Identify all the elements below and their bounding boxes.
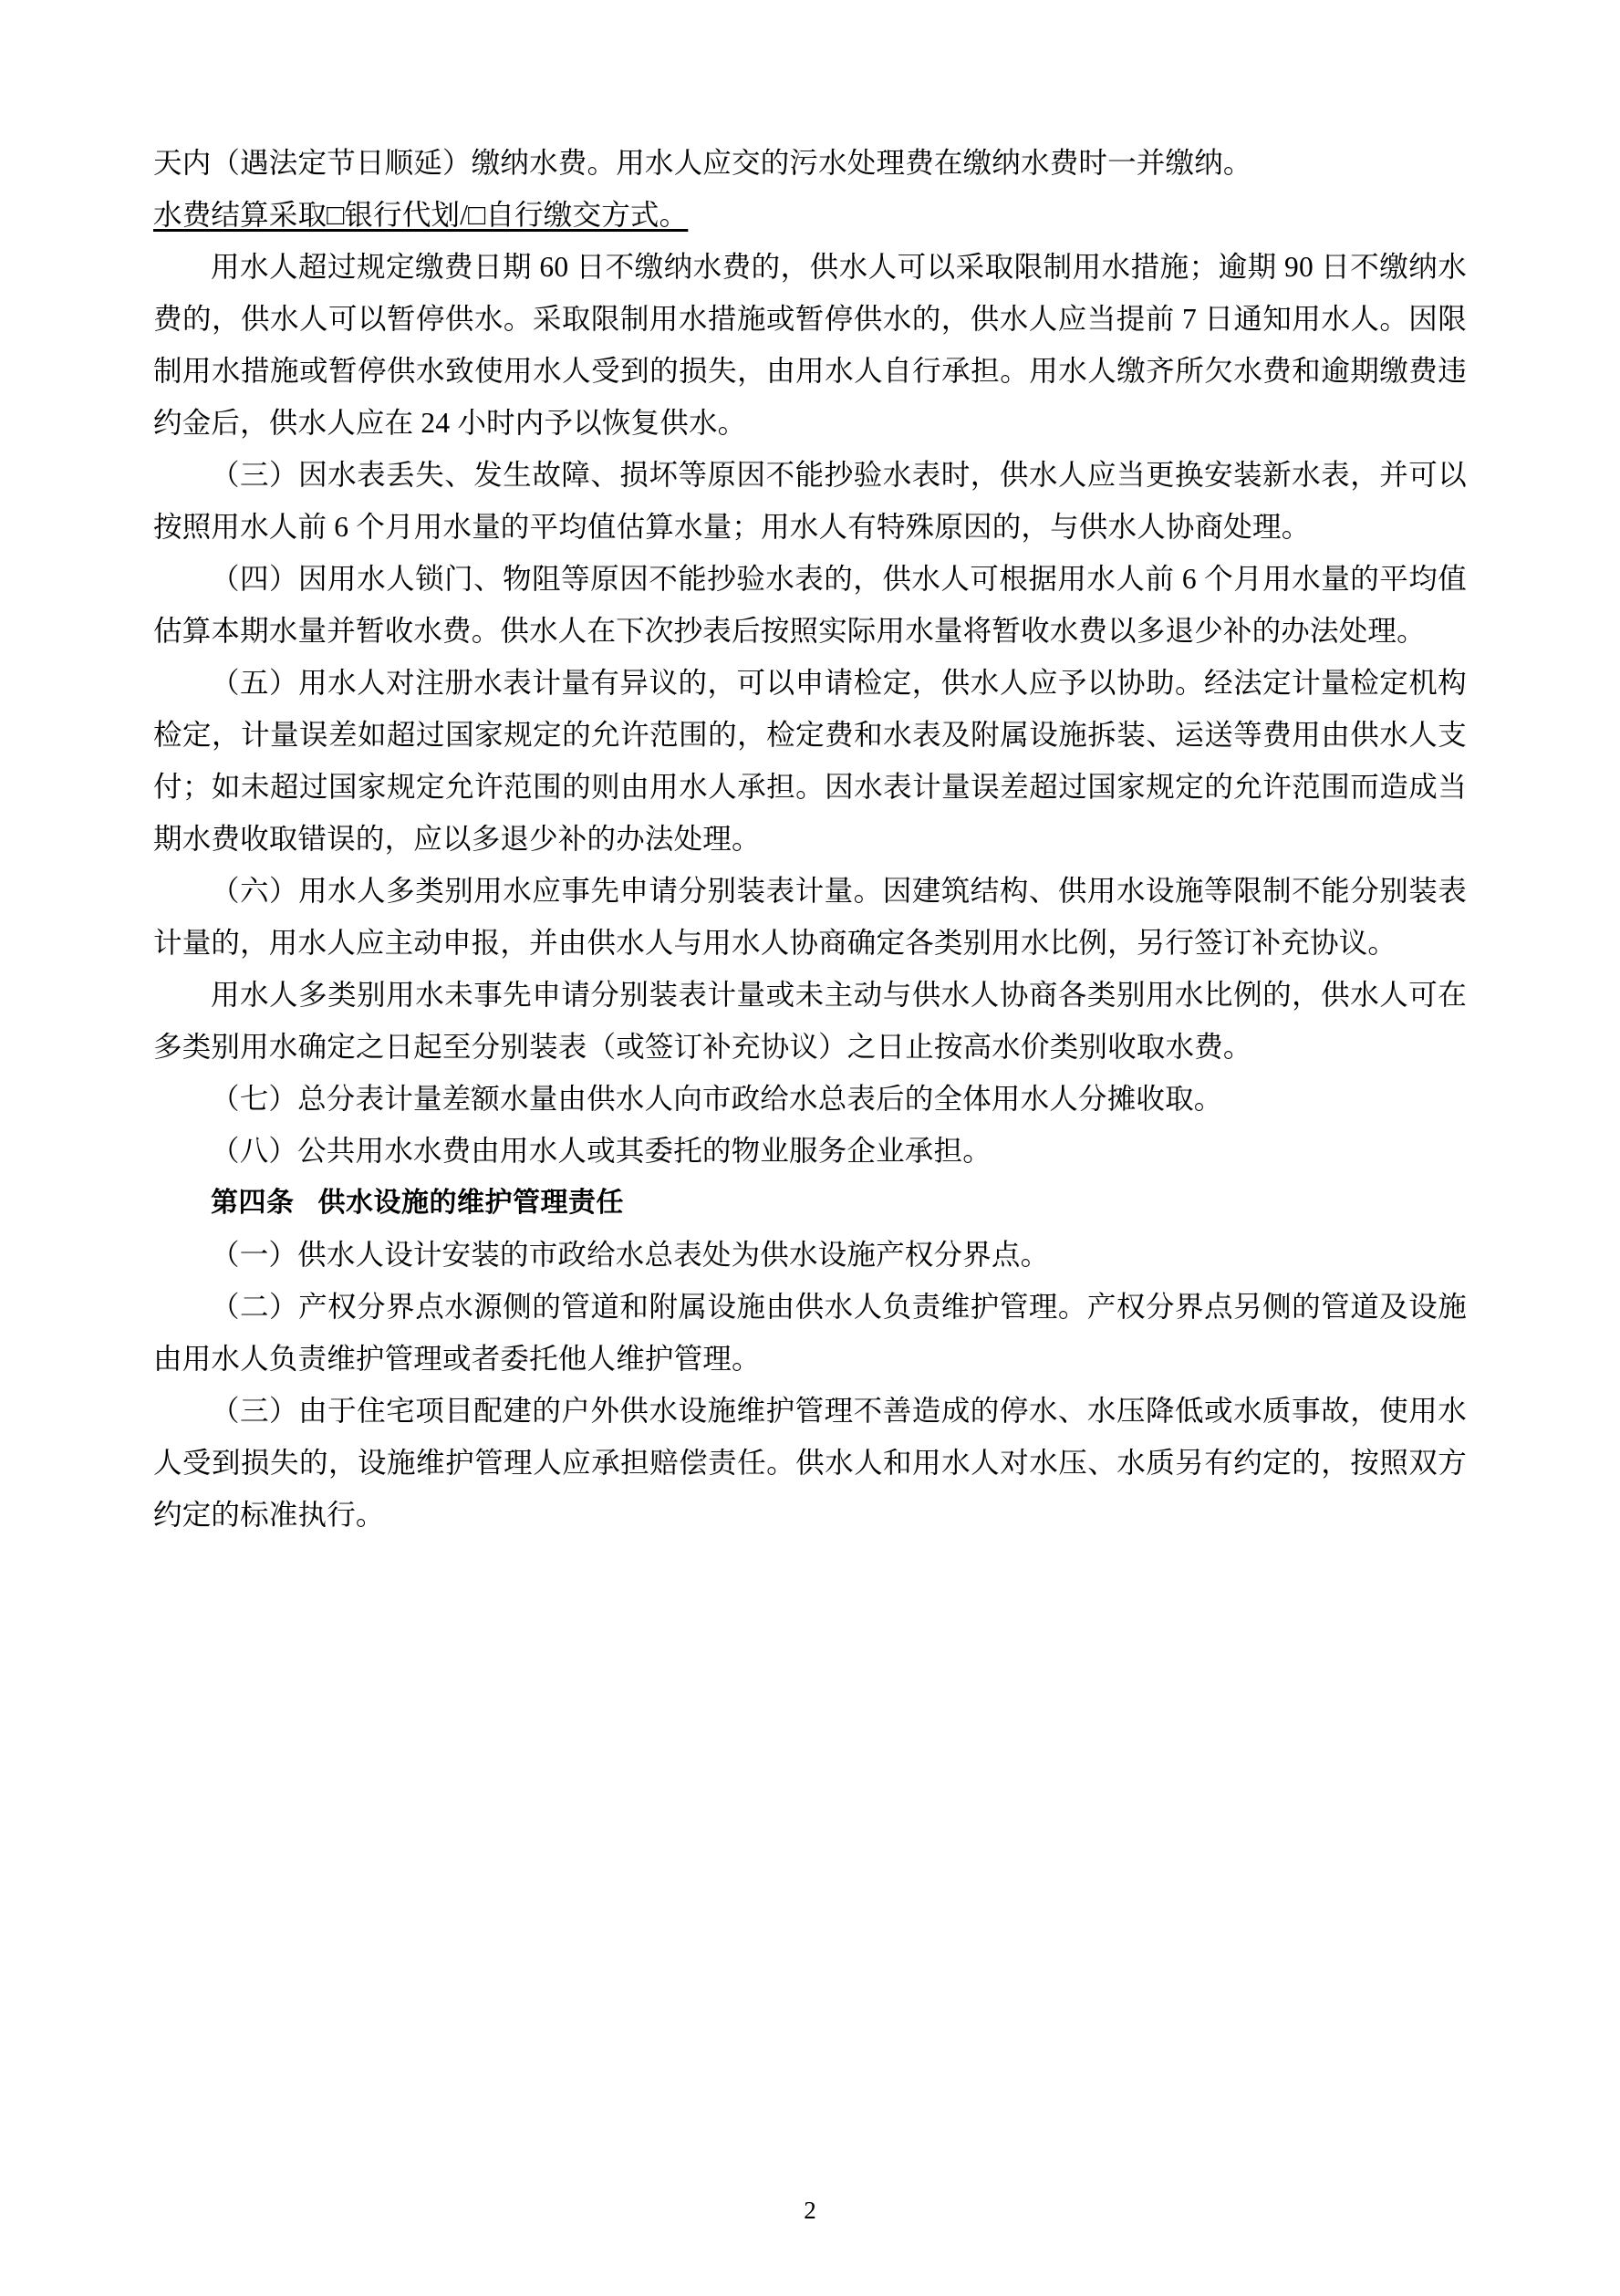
paragraph-continuation: 天内（遇法定节日顺延）缴纳水费。用水人应交的污水处理费在缴纳水费时一并缴纳。 (153, 147, 1252, 179)
section-heading-article-four (153, 1177, 1467, 1229)
paragraph-item-seven: （七）总分表计量差额水量由供水人向市政给水总表后的全体用水人分摊收取。 (211, 1083, 1223, 1115)
paragraph-item-eight: （八）公共用水水费由用水人或其委托的物业服务企业承担。 (211, 1135, 992, 1167)
paragraph-article4-item-three: （三）由于住宅项目配建的户外供水设施维护管理不善造成的停水、水压降低或水质事故，使用水人受到损失的，设施维护管理人应承担赔偿责任。供水人和用水人对水压、水质另有约定的，按照双方约定的标准执行。 (153, 1395, 1467, 1531)
paragraph-article4-item-two: （二）产权分界点水源侧的管道和附属设施由供水人负责维护管理。产权分界点另侧的管道及设施由用水人负责维护管理或者委托他人维护管理。 (153, 1291, 1467, 1375)
document-body (153, 137, 1467, 1541)
paragraph-item-five: （五）用水人对注册水表计量有异议的，可以申请检定，供水人应予以协助。经法定计量检定机构检定，计量误差如超过国家规定的允许范围的，检定费和水表及附属设施拆装、运送等费用由供水人支付；如未超过国家规定允许范围的则由用水人承担。因水表计量误差超过国家规定的允许范围而造成当期水费收取错误的，应以多退少补的办法处理。 (153, 667, 1467, 855)
paragraph-late-payment: 用水人超过规定缴费日期 60 日不缴纳水费的，供水人可以采取限制用水措施；逾期 90 日不缴纳水费的，供水人可以暂停供水。采取限制用水措施或暂停供水的，供水人应当提前 7 日通知用水人。因限制用水措施或暂停供水致使用水人受到的损失，由用水人自行承担。用水人缴齐所欠水费和逾期缴费违约金后，供水人应在 24 小时内予以恢复供水。 (153, 251, 1467, 439)
article-number: 第四条 (211, 1188, 295, 1218)
paragraph-article4-item-one: （一）供水人设计安装的市政给水总表处为供水设施产权分界点。 (211, 1239, 1050, 1271)
article-title: 供水设施的维护管理责任 (317, 1188, 624, 1218)
paragraph-item-four: （四）因用水人锁门、物阻等原因不能抄验水表的，供水人可根据用水人前 6 个月用水量的平均值估算本期水量并暂收水费。供水人在下次抄表后按照实际用水量将暂收水费以多退少补的办法处理。 (153, 563, 1467, 647)
paragraph-payment-method: 水费结算采取□银行代划/□自行缴交方式。 (153, 199, 689, 231)
page-number: 2 (804, 2197, 816, 2224)
paragraph-item-three: （三）因水表丢失、发生故障、损坏等原因不能抄验水表时，供水人应当更换安装新水表，并可以按照用水人前 6 个月用水量的平均值估算水量；用水人有特殊原因的，与供水人协商处理。 (153, 459, 1467, 543)
paragraph-item-six-continued: 用水人多类别用水未事先申请分别装表计量或未主动与供水人协商各类别用水比例的，供水人可在多类别用水确定之日起至分别装表（或签订补充协议）之日止按高水价类别收取水费。 (153, 979, 1467, 1063)
paragraph-item-six: （六）用水人多类别用水应事先申请分别装表计量。因建筑结构、供用水设施等限制不能分别装表计量的，用水人应主动申报，并由供水人与用水人协商确定各类别用水比例，另行签订补充协议。 (153, 875, 1467, 959)
